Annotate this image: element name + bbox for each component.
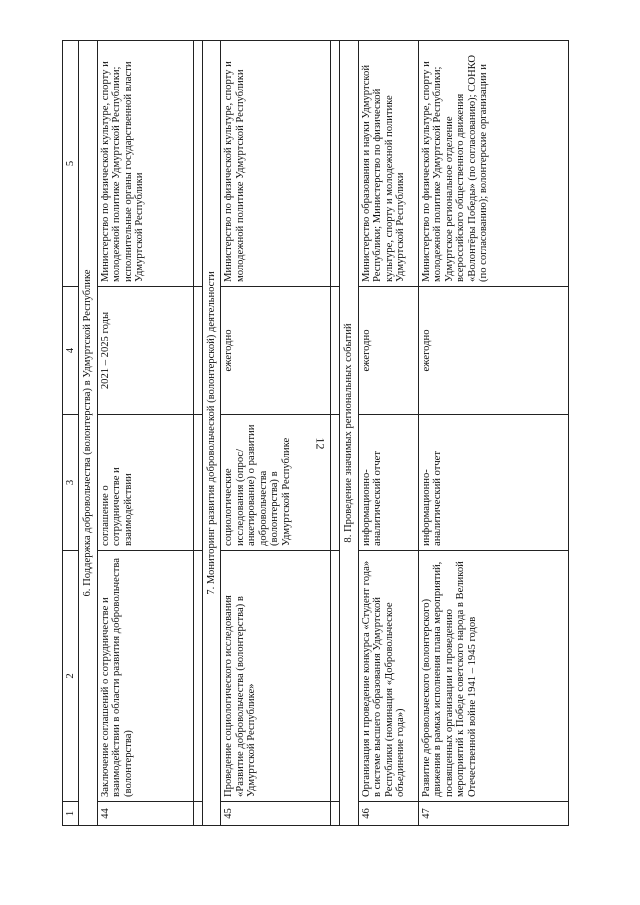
table-row-47 <box>418 41 568 826</box>
spacer-row <box>331 41 340 826</box>
row-number: 45 <box>221 802 331 826</box>
table-row-45 <box>221 41 331 826</box>
header-col-2: 2 <box>63 551 79 802</box>
period-cell: ежегодно <box>221 287 331 415</box>
section-title: 7. Мониторинг развития добровольческой (волонтерской) деятельности <box>202 41 220 826</box>
activity-cell: Проведение социологического исследования «Развитие добровольчества (волонтерства) в Удмуртской Республике» <box>221 551 331 802</box>
activity-cell: Развитие добровольческого (волонтерского) движения в рамках исполнения плана мероприятий, посвященных организации и проведению мероприятий к Победе советского народа в Великой Отечественной войне 1941 – 1945 годов <box>418 551 568 802</box>
header-col-5: 5 <box>63 41 79 287</box>
table-row-46 <box>358 41 418 826</box>
section-title: 6. Поддержка добровольчества (волонтерства) в Удмуртской Республике <box>79 41 97 826</box>
section-header-6 <box>79 41 97 826</box>
spacer-row <box>193 41 202 826</box>
section-header-7 <box>202 41 220 826</box>
header-col-3: 3 <box>63 415 79 551</box>
responsible-cell: Министерство по физической культуре, спорту и молодежной политике Удмуртской Республики; исполнительные органы государственной власти Удмуртской Республики <box>97 41 193 287</box>
activities-table <box>62 40 569 826</box>
period-cell: ежегодно <box>358 287 418 415</box>
activity-cell: Организация и проведение конкурса «Студент года» в системе высшего образования Удмуртской Республики (номинация «Добровольческое объединение года») <box>358 551 418 802</box>
page-number: 12 <box>313 437 328 450</box>
header-row <box>63 41 79 826</box>
period-cell: 2021 – 2025 годы <box>97 287 193 415</box>
table-row-44 <box>97 41 193 826</box>
result-cell: соглашение о сотрудничестве и взаимодействии <box>97 415 193 551</box>
responsible-cell: Министерство образования и науки Удмуртской Республики; Министерство по физической культуре, спорту и молодежной политике Удмуртской Республики <box>358 41 418 287</box>
row-number: 44 <box>97 802 193 826</box>
responsible-cell: Министерство по физической культуре, спорту и молодежной политике Удмуртской Республики; Удмуртское региональное отделение всероссийского общественного движения «Волонтёры Победы» (по согласованию); СОНКО (по согласованию); волонтерские организации и <box>418 41 568 287</box>
section-title: 8. Проведение значимых региональных событий <box>340 41 358 826</box>
row-number: 47 <box>418 802 568 826</box>
section-header-8 <box>340 41 358 826</box>
responsible-cell: Министерство по физической культуре, спорту и молодежной политике Удмуртской Республики <box>221 41 331 287</box>
row-number: 46 <box>358 802 418 826</box>
result-cell: социологические исследования (опрос/анкетирование) о развитии добровольчества (волонтерства) в Удмуртской Республике <box>221 415 331 551</box>
period-cell: ежегодно <box>418 287 568 415</box>
rotated-table-container <box>62 41 605 826</box>
header-col-1: 1 <box>63 802 79 826</box>
result-cell: информационно-аналитический отчет <box>418 415 568 551</box>
result-cell: информационно-аналитический отчет <box>358 415 418 551</box>
activity-cell: Заключение соглашений о сотрудничестве и взаимодействии в области развития добровольчества (волонтерства) <box>97 551 193 802</box>
header-col-4: 4 <box>63 287 79 415</box>
